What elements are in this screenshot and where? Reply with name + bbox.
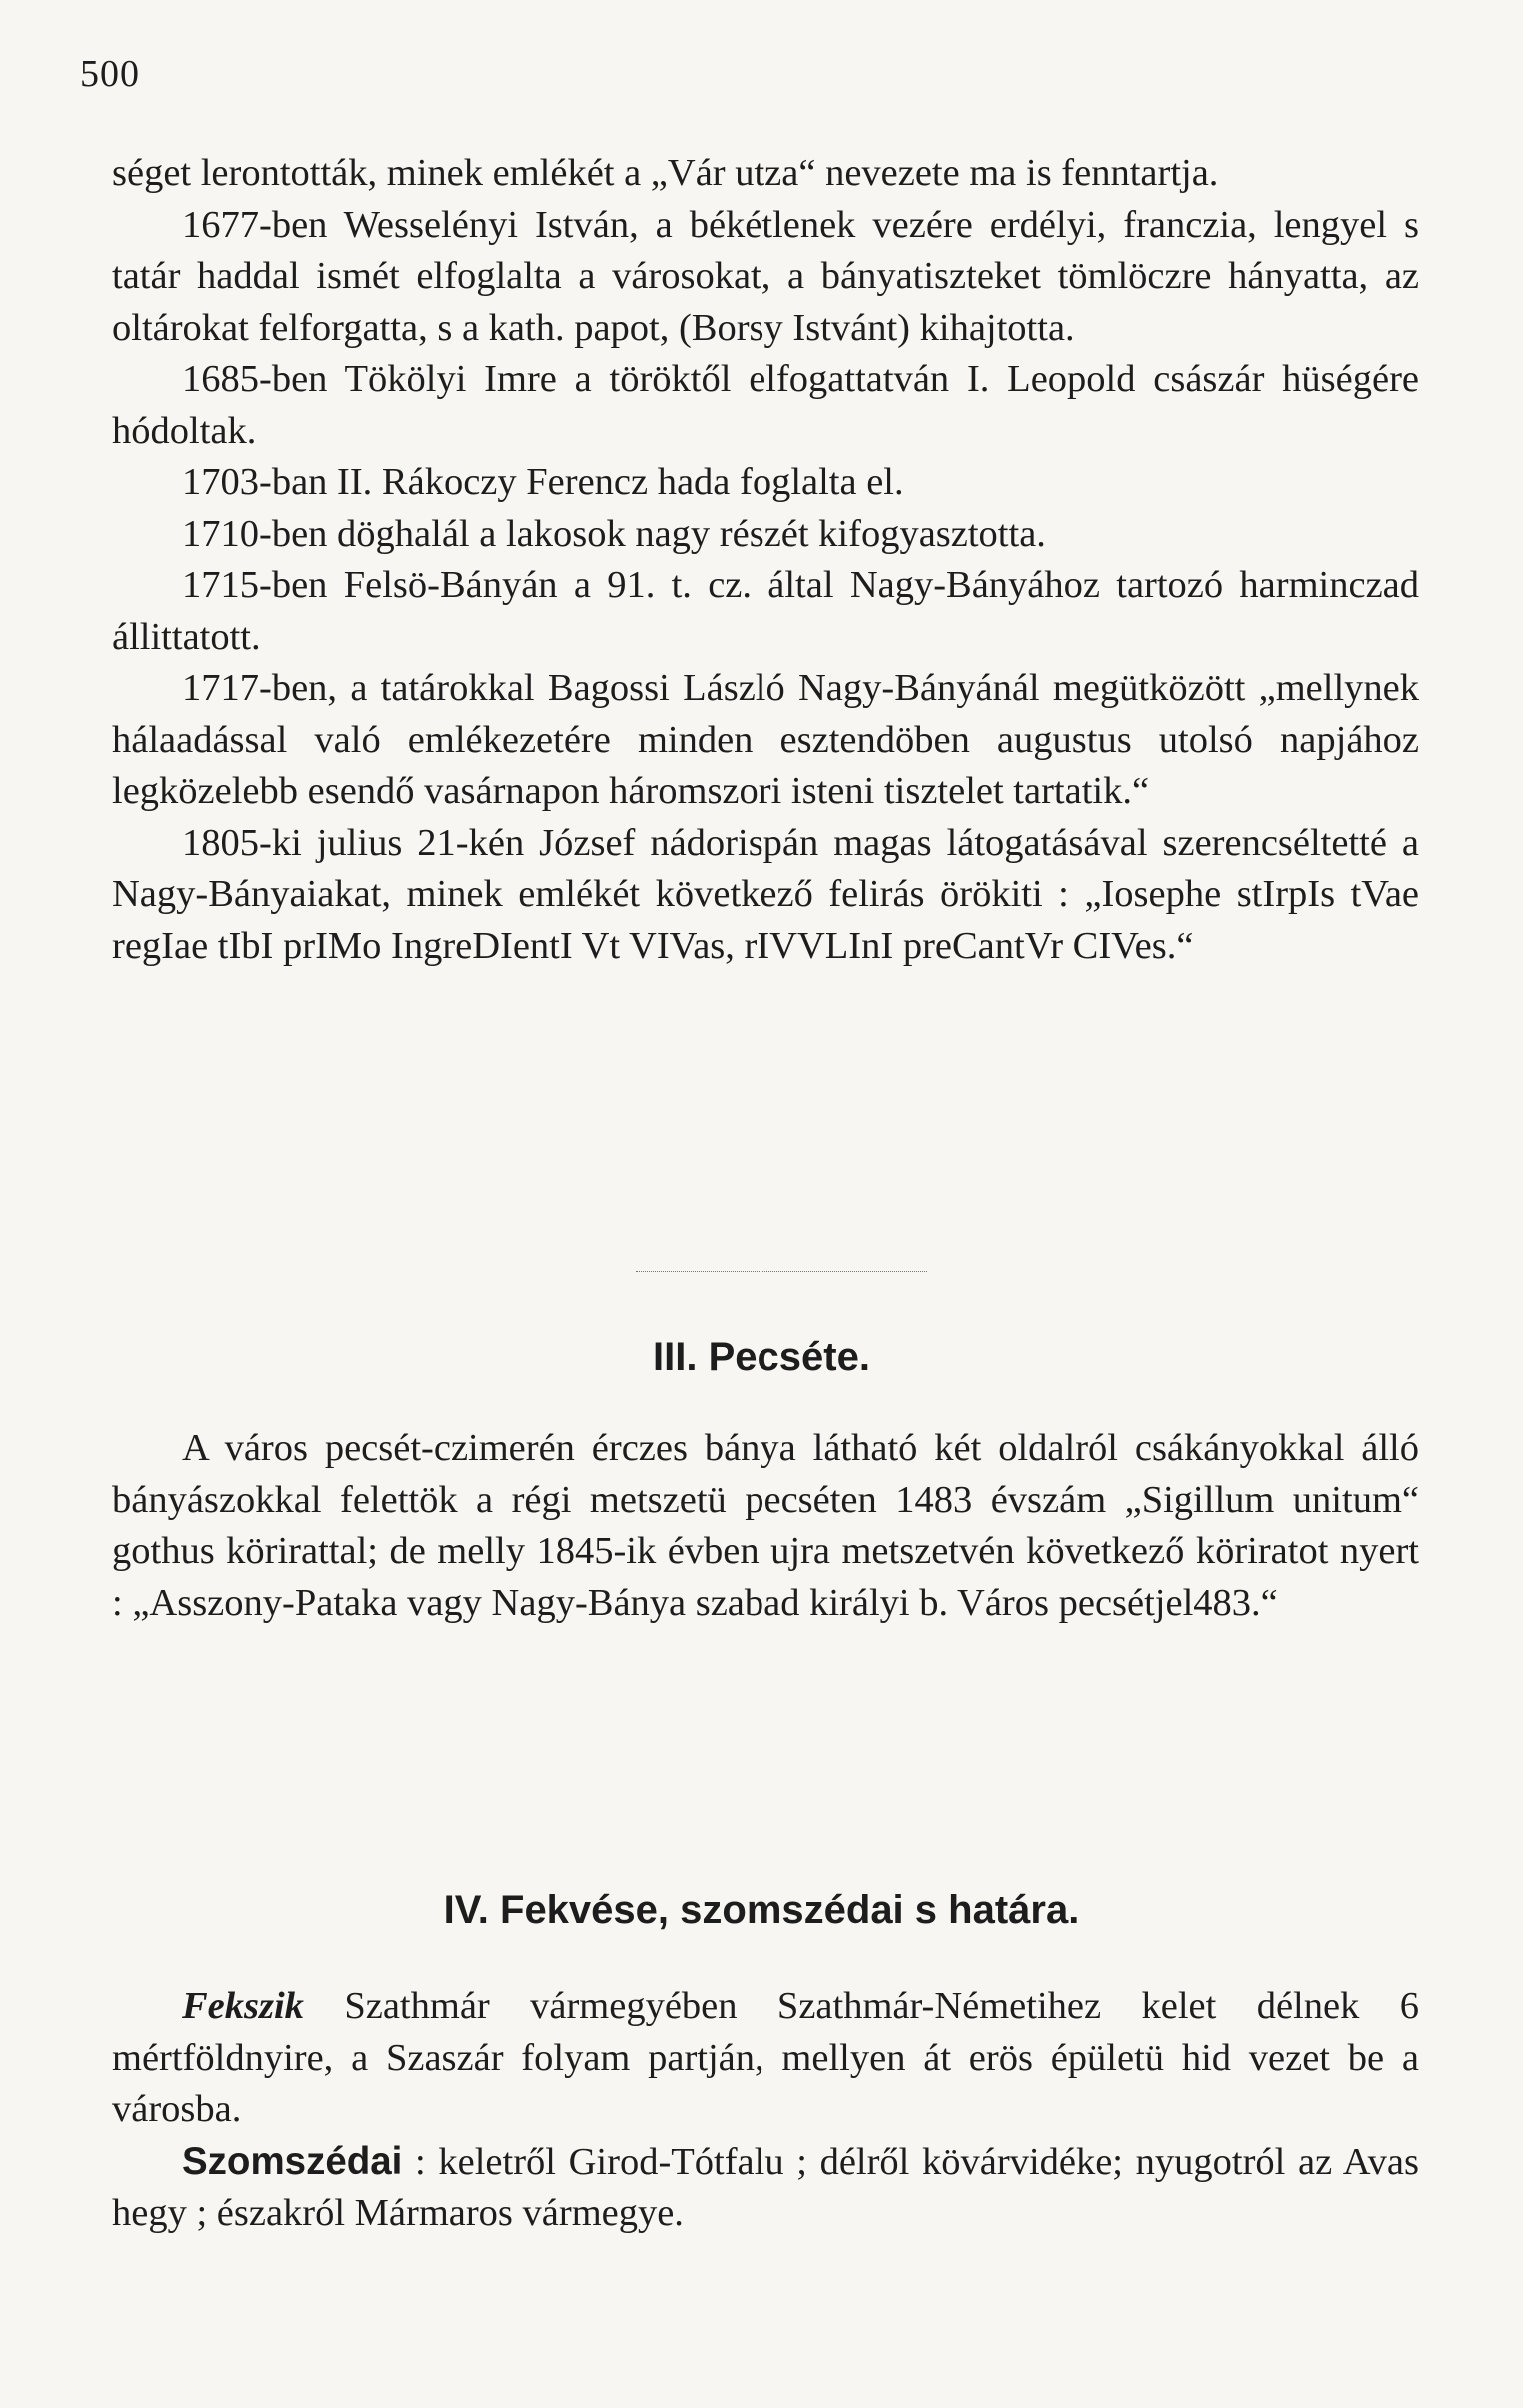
history-text-block (112, 148, 1419, 972)
paragraph: 1710-ben döghalál a lakosok nagy részét kifogyasztotta. (182, 512, 1046, 555)
paragraph: 1717-ben, a tatárokkal Bagossi László Nagy-Bányánál megütközött „mellynek hálaadással való emlékezetére minden esztendöben augustus utolsó napjához legközelebb esendő vasárnapon háromszori isteni tisztelet tartatik.“ (112, 667, 1419, 812)
paragraph (112, 1981, 1419, 2136)
paragraph-text: : keletről Girod-Tótfalu ; délről kövárvidéke; nyugotról az Avas hegy ; északról Mármaros vármegye. (112, 2140, 1419, 2234)
paragraph: séget lerontották, minek emlékét a „Vár utza“ nevezete ma is fenntartja. (112, 152, 1219, 194)
lead-term: Fekszik (182, 1985, 304, 2027)
paragraph: 1715-ben Felsö-Bányán a 91. t. cz. által Nagy-Bányához tartozó harminczad állittatott. (112, 564, 1419, 658)
section-heading-location: IV. Fekvése, szomszédai s határa. (443, 1888, 1080, 1932)
paragraph: A város pecsét-czimerén érczes bánya látható két oldalról csákányokkal álló bányászokkal felettök a régi metszetü pecséten 1483 évszám „Sigillum unitum“ gothus körirattal; de melly 1845-ik évben ujra metszetvén következő köriratot nyert : „Asszony-Pataka vagy Nagy-Bánya szabad királyi b. Város pecsétjel483.“ (112, 1427, 1419, 1624)
paragraph-text: Szathmár vármegyében Szathmár-Németihez kelet délnek 6 mértföldnyire, a Szaszár folyam partján, mellyen át erös épületü hid vezet be a városba. (112, 1985, 1419, 2130)
paragraph: 1805-ki julius 21-kén József nádorispán magas látogatásával szerencséltetté a Nagy-Bányaiakat, minek emlékét következő felirás örökiti : „Iosephe stIrpIs tVae regIae tIbI prIMo IngreDIentI Vt VIVas, rIVVLInI preCantVr CIVes.“ (112, 821, 1419, 967)
page-number: 500 (80, 53, 140, 95)
lead-term: Szomszédai (182, 2139, 403, 2183)
location-text-block (112, 1981, 1419, 2240)
section-heading-seal: III. Pecséte. (653, 1335, 870, 1379)
section-divider (636, 1271, 927, 1272)
paragraph (112, 2136, 1419, 2240)
paragraph: 1677-ben Wesselényi István, a békétlenek vezére erdélyi, franczia, lengyel s tatár haddal ismét elfoglalta a városokat, a bányatiszteket tömlöczre hányatta, az oltárokat felforgatta, s a kath. papot, (Borsy Istvánt) kihajtotta. (112, 203, 1419, 349)
seal-text-block (112, 1423, 1419, 1629)
paragraph: 1685-ben Tökölyi Imre a töröktől elfogattatván I. Leopold császár hüségére hódoltak. (112, 358, 1419, 452)
paragraph: 1703-ban II. Rákoczy Ferencz hada foglalta el. (182, 461, 904, 503)
